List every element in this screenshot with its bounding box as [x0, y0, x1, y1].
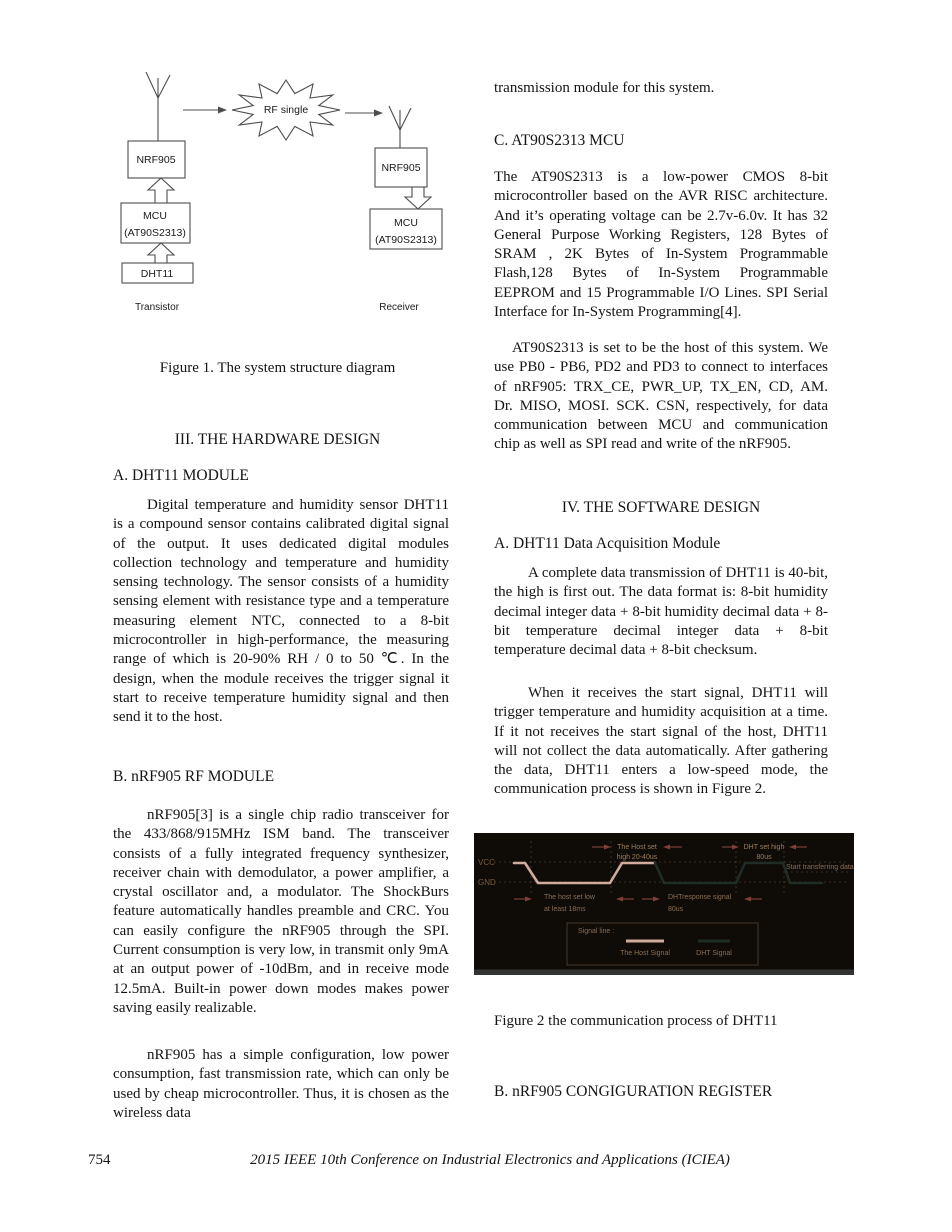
antenna-right-icon: [389, 106, 411, 148]
fig2-label-start-transfer: Start transferring data: [786, 864, 854, 871]
fig2-label-host-set-high-1: The Host set: [617, 844, 657, 851]
block-arrow-down-icon: [405, 187, 431, 209]
arrow-right-icon: [345, 110, 383, 117]
mcu-left-sublabel: (AT90S2313): [124, 227, 186, 239]
nrf905-right-label: NRF905: [381, 162, 421, 174]
heading-at90s2313-mcu: C. AT90S2313 MCU: [494, 132, 625, 149]
fig2-legend-title: Signal line :: [578, 928, 615, 935]
footer-page-number: 754: [88, 1152, 111, 1168]
para-nrf905-2: nRF905 has a simple configuration, low power consumption, fast transmission rate, which can only be used by cheap microcontroller. Thus, it is chosen as the wireless data: [113, 1047, 449, 1121]
para-data-format: A complete data transmission of DHT11 is 40-bit, the high is first out. The data format is: 8-bit humidity decimal integer data + 8-bit humidity decimal data + 8-bit temperature decimal integer data + 8-bit temperature decimal data + 8-bit checksum.: [494, 565, 828, 659]
fig2-label-dht-response-1: DHTresponse signal: [668, 894, 732, 901]
heading-dht11-data-acquisition: A. DHT11 Data Acquisition Module: [494, 535, 721, 552]
block-arrow-up-icon: [148, 243, 174, 263]
antenna-left-icon: [146, 72, 170, 141]
nrf905-left-label: NRF905: [136, 154, 176, 166]
fig2-label-host-set-low-1: The host set low: [544, 894, 595, 901]
figure2-image: [474, 833, 854, 975]
figure1-diagram: [100, 66, 460, 316]
rf-single-label: RF single: [263, 104, 309, 116]
figure2-caption: Figure 2 the communication process of DHT11: [494, 1013, 778, 1029]
fig2-label-dht-response-2: 80us: [668, 906, 684, 913]
figure1-caption: Figure 1. The system structure diagram: [159, 360, 396, 376]
fig2-label-gnd: GND: [478, 878, 496, 887]
dht11-label: DHT11: [140, 268, 174, 280]
fig2-label-host-set-high-2: high 20-40us: [616, 854, 658, 861]
block-arrow-up-icon: [148, 178, 174, 203]
fig2-legend-host-label: The Host Signal: [620, 950, 670, 957]
arrow-right-icon: [183, 107, 227, 114]
mcu-right-sublabel: (AT90S2313): [375, 234, 437, 246]
transistor-label: Transistor: [134, 302, 180, 313]
fig2-label-dht-set-high-2: 80us: [756, 854, 772, 861]
para-dht11-module: Digital temperature and humidity sensor DHT11 is a compound sensor contains calibrated digital signal of the output. It uses dedicated digital modules collection technology and temperature and humidity sensing technology. The sensor consists of a humidity sensing element with resistance type and a temperature measuring element NTC, connected to a 8-bit microcontroller in high-performance, the measuring range of which is 20-90% RH / 0 to 50 ℃. In the design, when the module receives the trigger signal it start to receive temperature humidity signal and then send it to the host.: [113, 497, 449, 726]
heading-software-design: IV. THE SOFTWARE DESIGN: [561, 499, 761, 516]
heading-nrf905-configuration-register: B. nRF905 CONGIGURATION REGISTER: [494, 1083, 773, 1100]
mcu-left-label: MCU: [143, 210, 167, 222]
para-start-signal: When it receives the start signal, DHT11 will trigger temperature and humidity acquisition at a time. If it not receives the start signal of the host, DHT11 will not collect the data automatically. After gathering the data, DHT11 enters a low-speed mode, the communication process is shown in Figure 2.: [494, 685, 828, 798]
fig2-label-vcc: VCC: [478, 858, 495, 867]
fig2-label-host-set-low-2: at least 18ms: [544, 906, 586, 913]
figure2-bottom-strip: [474, 970, 854, 976]
heading-nrf905-rf-module: B. nRF905 RF MODULE: [113, 768, 275, 785]
receiver-label: Receiver: [379, 302, 419, 313]
figure2-timing-diagram: [474, 833, 854, 975]
para-at90s2313-2: AT90S2313 is set to be the host of this system. We use PB0 - PB6, PD2 and PD3 to connect to interfaces of nRF905: TRX_CE, PWR_UP, TX_EN, CD, AM. Dr. MISO, MOSI. SCK. CSN, respectively, for data communication between MCU and communication chip as well as SPI read and write of the nRF905.: [494, 340, 828, 453]
para-at90s2313-1: The AT90S2313 is a low-power CMOS 8-bit microcontroller based on the AVR RISC architecture. And it’s operating voltage can be 2.7v-6.0v. It has 32 General Purpose Working Registers, 128 Bytes of SRAM , 2K Bytes of In-System Programmable Flash,128 Bytes of In-System Programmable EEPROM and 15 Programmable I/O Lines. SPI Serial Interface for In-System Programming[4].: [494, 169, 828, 321]
heading-dht11-module: A. DHT11 MODULE: [113, 467, 249, 484]
mcu-right-label: MCU: [394, 217, 418, 229]
fig2-label-dht-set-high-1: DHT set high: [743, 844, 785, 851]
fig2-legend-dht-label: DHT Signal: [696, 950, 732, 957]
heading-hardware-design: III. THE HARDWARE DESIGN: [174, 431, 381, 448]
para-nrf905-1: nRF905[3] is a single chip radio transceiver for the 433/868/915MHz ISM band. The transceiver consists of a fully integrated frequency synthesizer, receiver chain with demodulator, a power amplifier, a crystal oscillator and, a modulator. The ShockBurs feature automatically handles preamble and CRC. You can easily configure the nRF905 through the SPI. Current consumption is very low, in transmit only 9mA at an output power of -10dBm, and in receive mode 12.5mA. Built-in power down modes makes power saving easily realizable.: [113, 807, 449, 1016]
footer-conference: 2015 IEEE 10th Conference on Industrial Electronics and Applications (ICIEA): [250, 1152, 730, 1168]
para-continuation: transmission module for this system.: [494, 80, 715, 96]
